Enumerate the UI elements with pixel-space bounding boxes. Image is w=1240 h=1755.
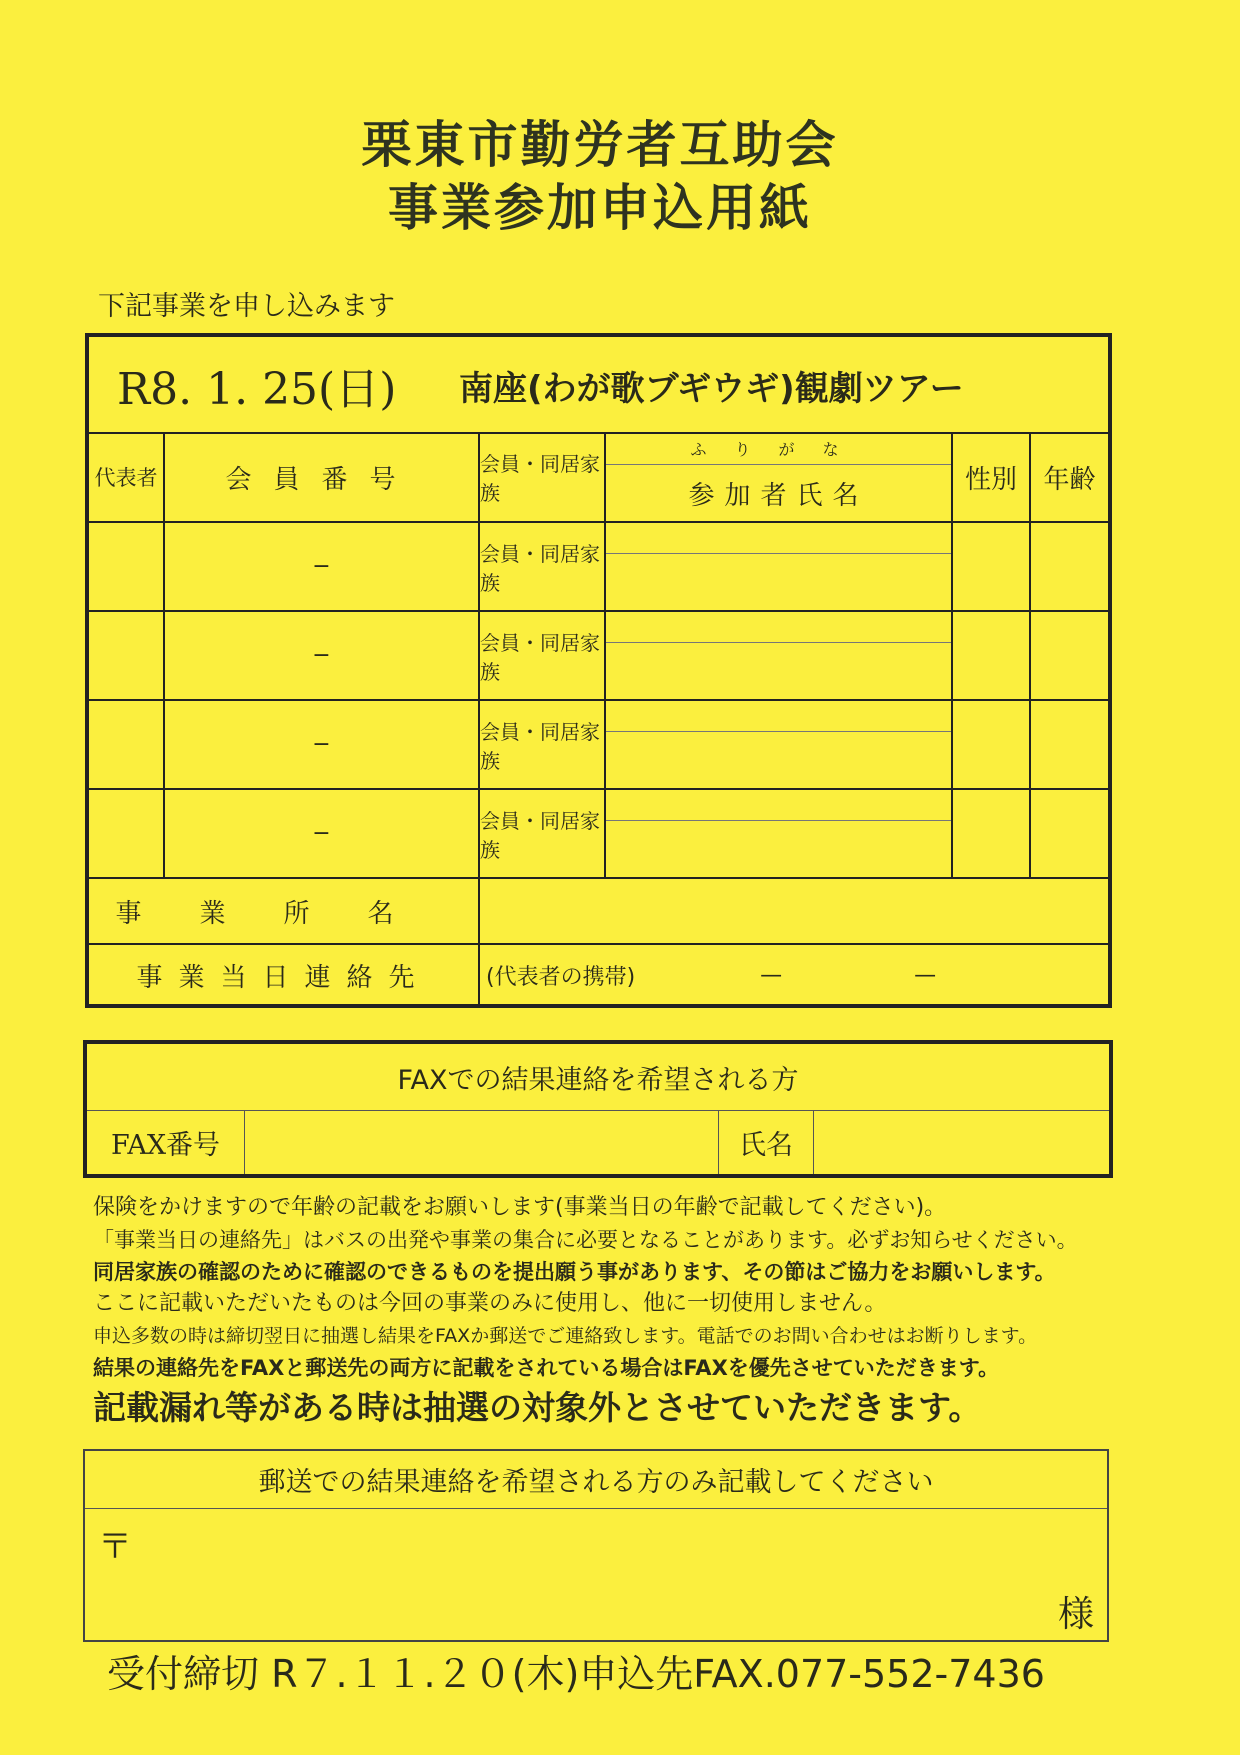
event-name: 南座(わが歌ブギウギ)観劇ツアー <box>459 368 964 409</box>
gender-field-2[interactable] <box>953 612 1029 699</box>
col-gender: 性別 <box>964 464 1017 495</box>
contact-phone-field[interactable] <box>480 945 1108 1005</box>
col-participant-name: 参加者氏名 <box>688 480 869 511</box>
contact-hint: (代表者の携帯) <box>486 964 636 990</box>
participant-name-field-4[interactable] <box>606 790 951 877</box>
age-field-4[interactable] <box>1031 790 1108 877</box>
fax-name-label: 氏名 <box>739 1130 793 1161</box>
gender-field-1[interactable] <box>953 523 1029 610</box>
age-field-1[interactable] <box>1031 523 1108 610</box>
member-type-select-1[interactable]: 会員・同居家族 <box>480 541 600 595</box>
note-lottery: 申込多数の時は締切翌日に抽選し結果をFAXか郵送でご連絡致します。電話でのお問い合わせはお断りします。 <box>93 1325 1038 1347</box>
participant-name-field-2[interactable] <box>606 612 951 699</box>
member-type-select-2[interactable]: 会員・同居家族 <box>480 630 600 684</box>
member-type-select-3[interactable]: 会員・同居家族 <box>480 719 600 773</box>
member-number-field-3[interactable]: − <box>312 732 331 757</box>
col-representative: 代表者 <box>94 466 158 490</box>
member-type-select-4[interactable]: 会員・同居家族 <box>480 808 600 862</box>
fax-heading: FAXでの結果連絡を希望される方 <box>397 1064 799 1096</box>
representative-checkbox-3[interactable] <box>89 701 163 788</box>
contact-dash-2: — <box>914 962 937 988</box>
representative-checkbox-1[interactable] <box>89 523 163 610</box>
mail-contact-box <box>83 1449 1109 1642</box>
age-field-2[interactable] <box>1031 612 1108 699</box>
note-fax-priority: 結果の連絡先をFAXと郵送先の両方に記載をされている場合はFAXを優先させていただきます。 <box>93 1356 1000 1380</box>
representative-checkbox-4[interactable] <box>89 790 163 877</box>
event-date: R8. 1. 25(日) <box>117 364 397 415</box>
fax-name-field[interactable] <box>814 1111 1109 1174</box>
honorific-label: 様 <box>1057 1593 1094 1635</box>
contact-label: 事業当日連絡先 <box>136 962 431 993</box>
fax-number-field[interactable] <box>245 1111 718 1174</box>
office-name-label: 事業所名 <box>115 898 452 929</box>
col-member-type: 会員・同居家族 <box>480 452 600 505</box>
note-privacy: ここに記載いただいたものは今回の事業のみに使用し、他に一切使用しません。 <box>93 1291 887 1316</box>
application-table <box>85 333 1112 1008</box>
fax-contact-box <box>83 1040 1113 1178</box>
col-furigana: ふりがな <box>690 439 867 459</box>
age-field-3[interactable] <box>1031 701 1108 788</box>
page-title: 栗東市勤労者互助会 <box>361 116 839 174</box>
intro-text: 下記事業を申し込みます <box>98 291 395 322</box>
gender-field-4[interactable] <box>953 790 1029 877</box>
form-title: 事業参加申込用紙 <box>388 179 812 237</box>
contact-dash-1: — <box>760 962 783 988</box>
fax-number-label: FAX番号 <box>110 1130 221 1161</box>
note-age: 保険をかけますので年齢の記載をお願いします(事業当日の年齢で記載してください)。 <box>93 1195 947 1220</box>
gender-field-3[interactable] <box>953 701 1029 788</box>
notes <box>93 1192 1078 1432</box>
member-number-field-1[interactable]: − <box>312 554 331 579</box>
participant-name-field-1[interactable] <box>606 523 951 610</box>
deadline-text: 受付締切 R７.１１.２０(木)申込先FAX.077-552-7436 <box>107 1652 1045 1696</box>
mail-address-field[interactable] <box>145 1511 1045 1636</box>
member-number-field-4[interactable]: − <box>312 821 331 846</box>
note-contact: 「事業当日の連絡先」はバスの出発や事業の集合に必要となることがあります。必ずお知らせください。 <box>93 1228 1078 1252</box>
col-member-number: 会員番号 <box>225 464 418 495</box>
note-family-verification: 同居家族の確認のために確認のできるものを提出願う事があります、その節はご協力をお願いします。 <box>93 1260 1056 1284</box>
participant-name-field-3[interactable] <box>606 701 951 788</box>
mail-heading: 郵送での結果連絡を希望される方のみ記載してください <box>258 1467 934 1498</box>
representative-checkbox-2[interactable] <box>89 612 163 699</box>
note-omission-warning: 記載漏れ等がある時は抽選の対象外とさせていただきます。 <box>93 1388 982 1427</box>
postal-mark: 〒 <box>98 1526 132 1567</box>
office-name-field[interactable] <box>480 879 1108 943</box>
col-age: 年齢 <box>1043 464 1096 495</box>
member-number-field-2[interactable]: − <box>312 643 331 668</box>
